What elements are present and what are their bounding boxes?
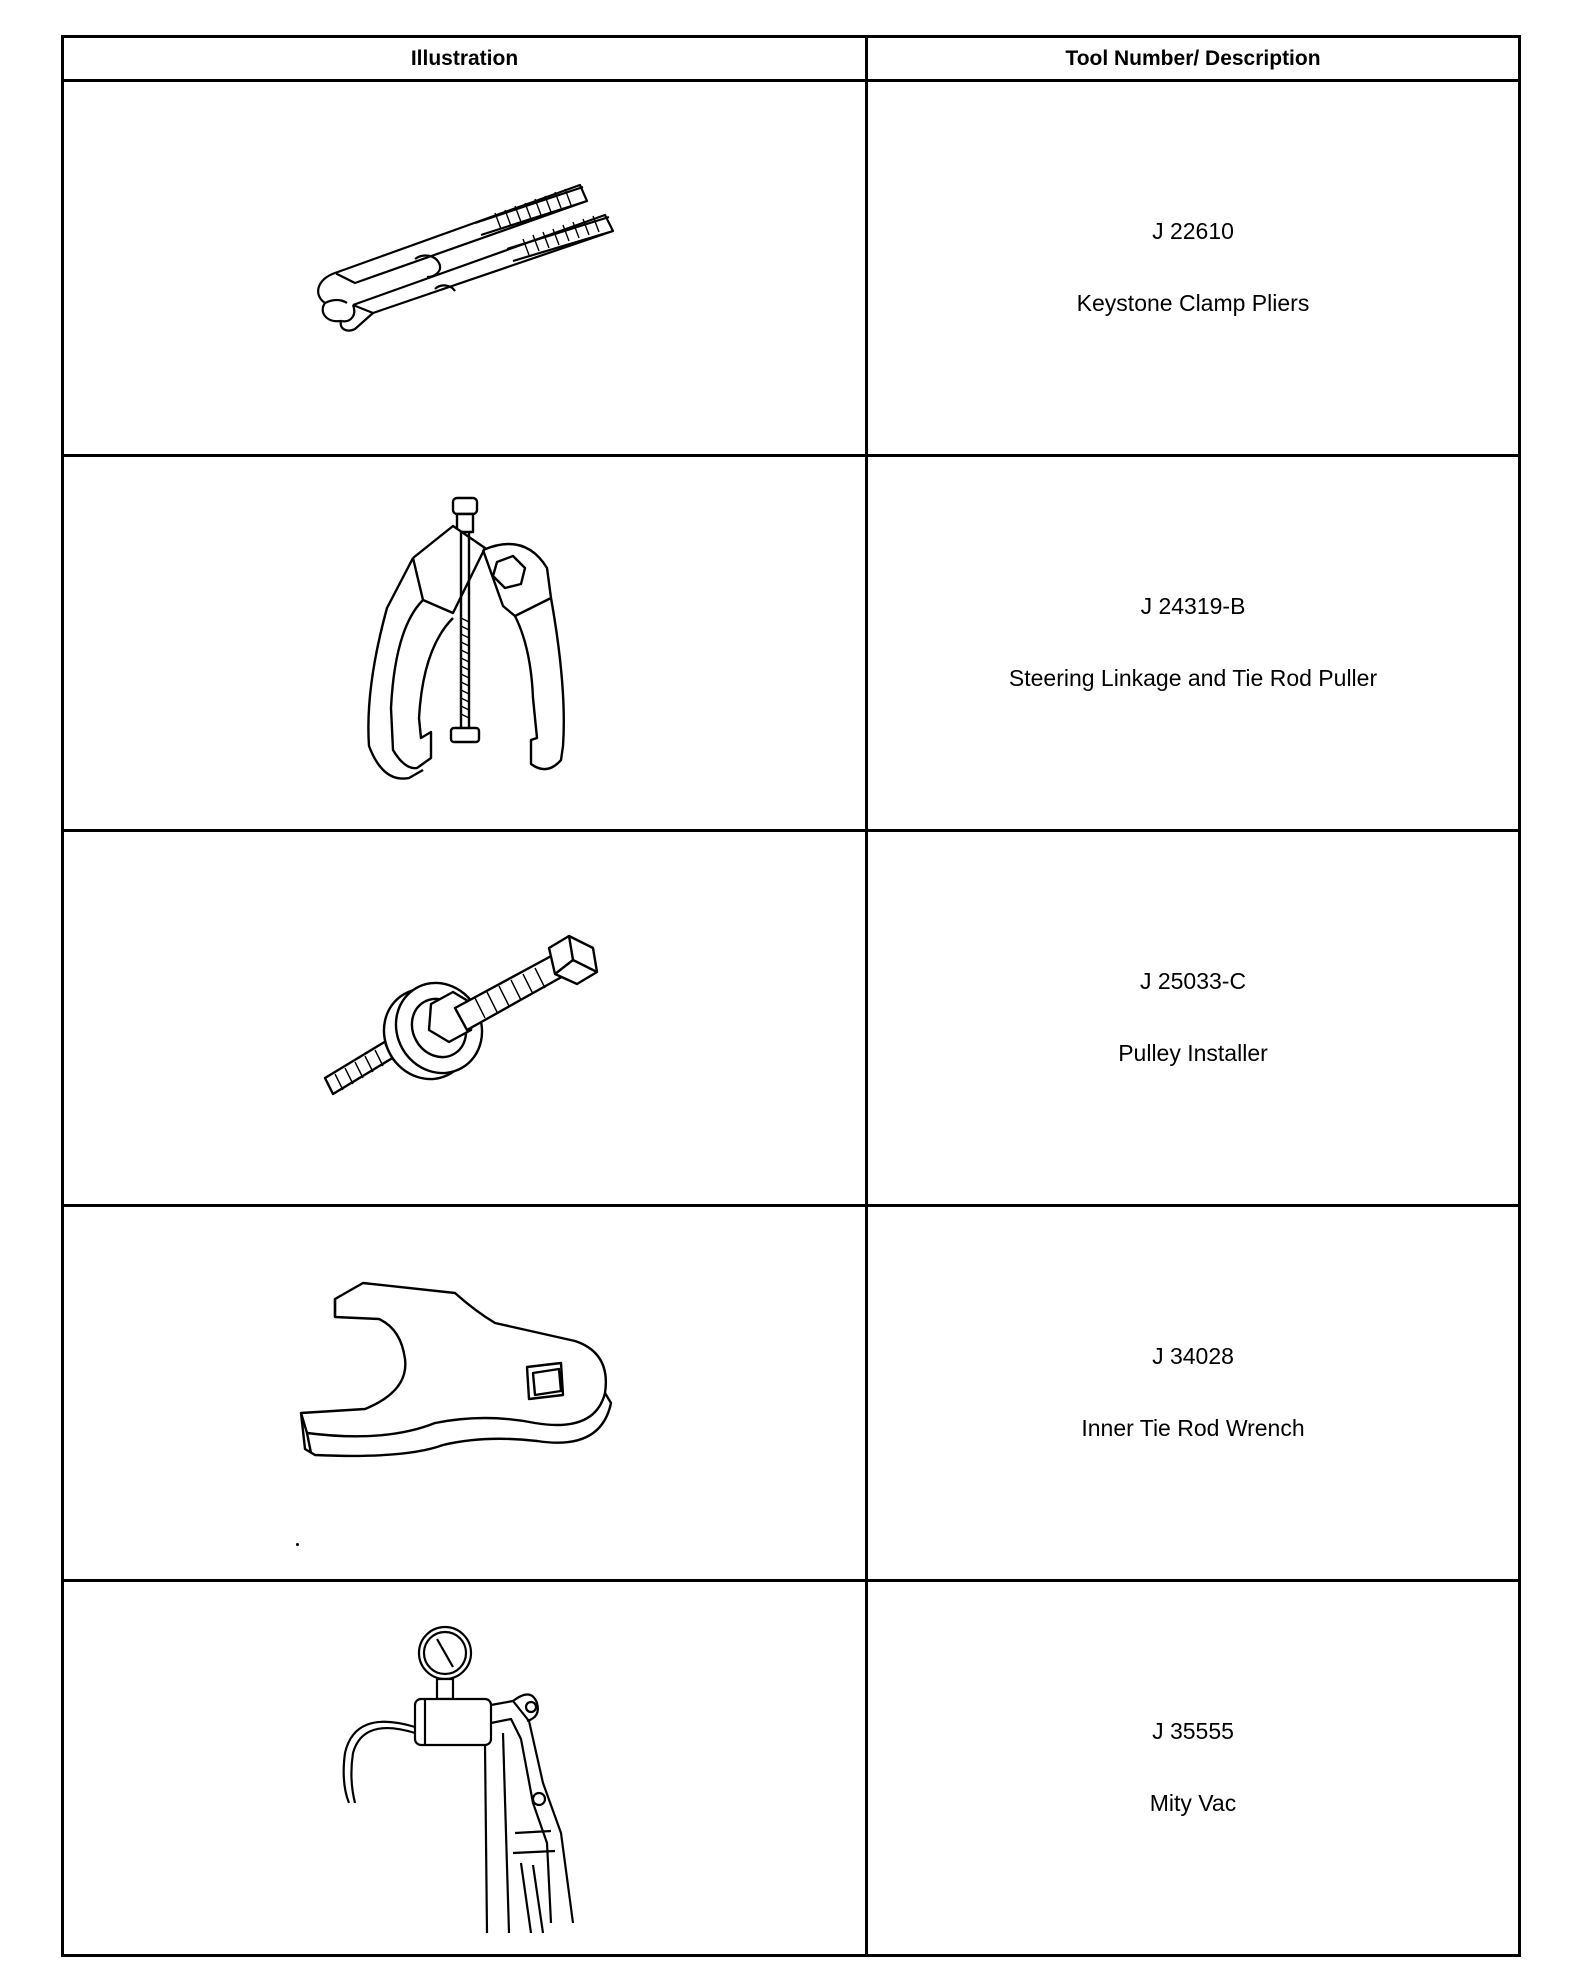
table-row <box>64 457 1518 832</box>
illustration-cell <box>64 457 868 829</box>
tool-number: J 34028 <box>1152 1343 1234 1370</box>
table-header <box>64 38 1518 82</box>
tool-description: Mity Vac <box>1149 1790 1237 1816</box>
table-row <box>64 1582 1518 1954</box>
tool-number: J 24319-B <box>1140 593 1246 620</box>
description-cell <box>868 82 1518 454</box>
illustration-cell <box>64 832 868 1204</box>
header-tool-number-description: Tool Number/ Description <box>1065 46 1321 70</box>
tool-description: Keystone Clamp Pliers <box>1076 290 1310 316</box>
pulley-installer-icon <box>305 908 625 1128</box>
tool-number: J 22610 <box>1152 218 1234 245</box>
description-cell <box>868 1582 1518 1954</box>
description-cell <box>868 457 1518 829</box>
tool-description: Steering Linkage and Tie Rod Puller <box>1008 665 1378 691</box>
header-illustration: Illustration <box>64 38 868 79</box>
mity-vac-icon <box>315 1603 615 1933</box>
description-cell <box>868 832 1518 1204</box>
table-row <box>64 832 1518 1207</box>
tool-description: Pulley Installer <box>1118 1040 1268 1066</box>
illustration-cell <box>64 82 868 454</box>
illustration-cell <box>64 1582 868 1954</box>
stray-dot <box>296 1543 299 1546</box>
inner-tie-rod-wrench-icon <box>275 1263 655 1523</box>
tool-number: J 25033-C <box>1139 968 1247 995</box>
special-tools-table <box>61 35 1521 1957</box>
keystone-clamp-pliers-icon <box>295 173 635 363</box>
tie-rod-puller-icon <box>335 488 595 798</box>
description-cell <box>868 1207 1518 1579</box>
table-row <box>64 1207 1518 1582</box>
tool-description: Inner Tie Rod Wrench <box>1081 1415 1305 1441</box>
table-row <box>64 82 1518 457</box>
tool-number: J 35555 <box>1152 1718 1234 1745</box>
illustration-cell <box>64 1207 868 1579</box>
